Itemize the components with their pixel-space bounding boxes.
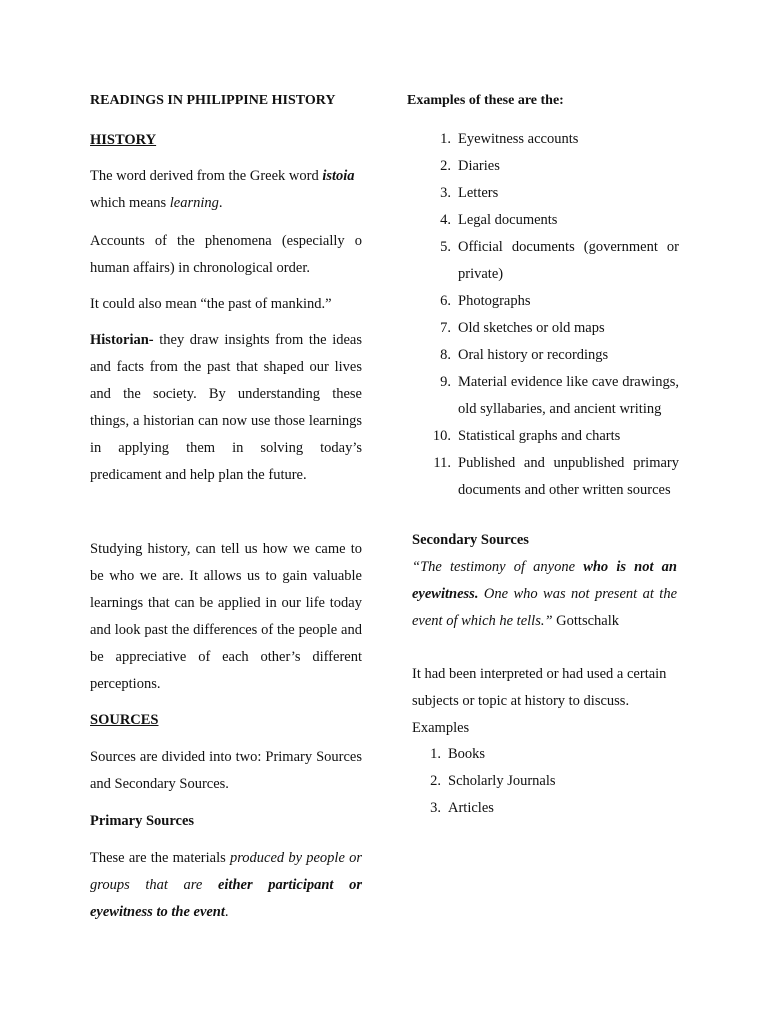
primary-sources-paragraph: These are the materials produced by people or groups that are either participant or eyewitness to the event. — [90, 850, 362, 920]
list-item: 1. Eyewitness accounts — [440, 131, 579, 147]
accounts-paragraph: Accounts of the phenomena (especially o human affairs) in chronological order. — [90, 233, 362, 276]
list-item: 7. Old sketches or old maps — [440, 320, 605, 336]
list-item: 2. Scholarly Journals — [430, 773, 556, 789]
sources-heading: SOURCES — [90, 712, 159, 728]
primary-examples-list — [407, 126, 679, 504]
examples-heading: Examples of these are the: — [407, 93, 564, 108]
list-item: 1. Books — [430, 746, 486, 762]
secondary-sources-heading: Secondary Sources — [412, 532, 529, 548]
gottschalk-quote: “The testimony of anyone who is not an eyewitness. One who was not present at the event of which he tells.” Gottschalk — [412, 559, 677, 629]
history-heading: HISTORY — [90, 132, 157, 148]
list-item: 5. Official documents (government or private) — [440, 239, 679, 282]
historian-paragraph: Historian- they draw insights from the ideas and facts from the past that shaped our lives and the society. By understanding these things, a historian can now use those learnings in applying them in solving today’s predicament and help plan the future. — [90, 332, 362, 483]
list-item: 2. Diaries — [440, 158, 500, 174]
sources-paragraph: Sources are divided into two: Primary Sources and Secondary Sources. — [90, 749, 362, 792]
secondary-examples-list — [397, 741, 657, 822]
list-item: 4. Legal documents — [440, 212, 558, 228]
examples-label: Examples — [412, 720, 470, 736]
studying-history-paragraph: Studying history, can tell us how we came to be who we are. It allows us to gain valuable learnings that can be applied in our life today and look past the differences of the people and be appreciative of each other’s different perceptions. — [90, 541, 362, 692]
list-item: 11. Published and unpublished primary documents and other written sources — [433, 455, 679, 498]
list-item: 3. Articles — [430, 800, 494, 816]
list-item: 8. Oral history or recordings — [440, 347, 609, 363]
past-of-mankind-paragraph: It could also mean “the past of mankind.” — [90, 296, 332, 312]
history-definition-paragraph: The word derived from the Greek word istoia which means learning. — [90, 168, 355, 211]
list-item: 3. Letters — [440, 185, 499, 201]
list-item: 10. Statistical graphs and charts — [432, 428, 621, 444]
primary-sources-heading: Primary Sources — [90, 813, 195, 829]
document-title: READINGS IN PHILIPPINE HISTORY — [90, 93, 336, 108]
list-item: 6. Photographs — [440, 293, 531, 309]
secondary-sources-paragraph: It had been interpreted or had used a certain subjects or topic at history to discuss. — [412, 666, 667, 709]
list-item: 9. Material evidence like cave drawings, old syllabaries, and ancient writing — [440, 374, 679, 417]
